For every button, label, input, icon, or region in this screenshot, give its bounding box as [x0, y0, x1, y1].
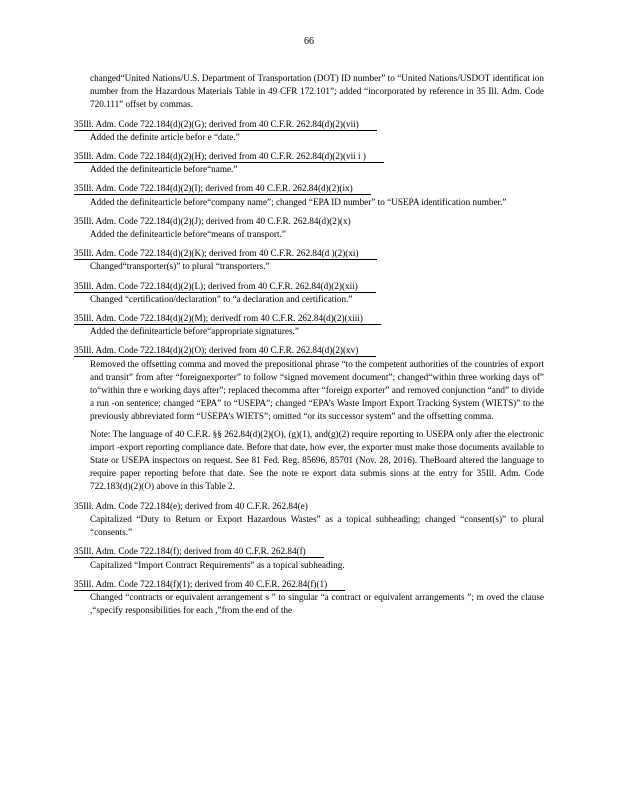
entry-citation-heading: 35Ill. Adm. Code 722.184(d)(2)(K); derived from 40 C.F.R. 262.84(d )(2)(xi): [74, 247, 377, 260]
table-entry: [74, 182, 544, 208]
entry-citation-heading: 35Ill. Adm. Code 722.184(f); derived from 40 C.F.R. 262.84(f): [74, 545, 324, 558]
entry-citation-heading: 35Ill. Adm. Code 722.184(d)(2)(L); derived from 40 C.F.R. 262.84(d)(2)(xii): [74, 280, 376, 293]
entry-description: Added the definite article befor e “date.”: [90, 131, 240, 142]
entries-list: [74, 118, 544, 618]
entry-description: Capitalized “Import Contract Requirements” as a topical subheading.: [90, 559, 345, 570]
entry-description: Changed“transporter(s)” to plural “transporters.”: [90, 261, 270, 272]
entry-citation-heading: 35Ill. Adm. Code 722.184(d)(2)(M); derivedf rom 40 C.F.R. 262.84(d)(2)(xiii): [74, 312, 381, 325]
table-entry: [74, 545, 544, 571]
table-entry: [74, 500, 544, 540]
table-entry: [74, 150, 544, 176]
entry-description: Added the definitearticle before“means of transport.”: [90, 229, 286, 240]
entry-description: Added the definitearticle before“company name”; changed “EPA ID number” to “USEPA identification number.”: [90, 196, 507, 207]
entry-citation-heading: 35Ill. Adm. Code 722.184(d)(2)(I); derived from 40 C.F.R. 262.84(d)(2)(ix): [74, 182, 371, 195]
entry-description: Added the definitearticle before“name.”: [90, 164, 238, 175]
table-entry: [74, 344, 544, 493]
table-entry: [74, 118, 544, 144]
entry-description: Capitalized “Duty to Return or Export Hazardous Wastes” as a topical subheading; changed “consent(s)” to plural “consents.”: [90, 513, 544, 538]
table-entry: [74, 215, 544, 241]
entry-note: Note: The language of 40 C.F.R. §§ 262.84(d)(2)(O), (g)(1), and(g)(2) require reporting to USEPA only after the electronic import -export reporting compliance date. Before that date, how ever, the exporter must make those documents available to State or USEPA inspectors on request. See 81 Fed. Reg. 85696, 85701 (Nov. 28, 2016). TheBoard altered the language to require paper reporting before that date. See the note re export data submis sions at the entry for 35Ill. Adm. Code 722.183(d)(2)(O) above in this Table 2.: [90, 428, 544, 492]
entry-citation-heading: 35Ill. Adm. Code 722.184(d)(2)(J); derived from 40 C.F.R. 262.84(d)(2)(x): [74, 215, 351, 226]
page-number: 66: [304, 36, 314, 47]
entry-citation-heading: 35Ill. Adm. Code 722.184(d)(2)(G); derived from 40 C.F.R. 262.84(d)(2)(vii): [74, 118, 377, 131]
entry-description: Added the definitearticle before“appropriate signatures.”: [90, 326, 299, 337]
table-entry: [74, 578, 544, 618]
entry-citation-heading: 35Ill. Adm. Code 722.184(f)(1); derived from 40 C.F.R. 262.84(f)(1): [74, 578, 345, 591]
entry-description: Removed the offsetting comma and moved the prepositional phrase “to the competent authorities of the countries of export and transit” from after “foreignexporter” to follow “signed movement document”; changed“within three working days of” to“within thre e working days after”; replaced thecomma after “foreign exporter” and removed conjunction “and” to divide a run -on sentence; changed “EPA” to “USEPA”; changed “EPA’s Waste Import Export Tracking System (WIETS)” to the previously abbreviated form “USEPA’s WIETS”; omitted “or its successor system” and the offsetting comma.: [90, 358, 544, 422]
entry-citation-heading: 35Ill. Adm. Code 722.184(e); derived from 40 C.F.R. 262.84(e): [74, 500, 308, 511]
entry-citation-heading: 35Ill. Adm. Code 722.184(d)(2)(H); derived from 40 C.F.R. 262.84(d)(2)(vii i ): [74, 150, 384, 163]
table-entry: [74, 312, 544, 338]
continued-paragraph: changed“United Nations/U.S. Department of Transportation (DOT) ID number” to “United Nations/USDOT identificat ion number from the Hazardous Materials Table in 49 CFR 172.101”; added “incorporated by reference in 35 Ill. Adm. Code 720.111” offset by commas.: [90, 73, 544, 110]
table-entry: [74, 247, 544, 273]
table-entry: [74, 280, 544, 306]
page-content: [74, 72, 544, 617]
entry-description: Changed “contracts or equivalent arrangement s ” to singular “a contract or equivalent arrangements ”; m oved the clause ,“specify responsibilities for each ,”from the end of the: [90, 591, 544, 616]
entry-description: Changed “certification/declaration” to “a declaration and certification.”: [90, 293, 353, 304]
entry-citation-heading: 35Ill. Adm. Code 722.184(d)(2)(O); derived from 40 C.F.R. 262.84(d)(2)(xv): [74, 344, 376, 357]
